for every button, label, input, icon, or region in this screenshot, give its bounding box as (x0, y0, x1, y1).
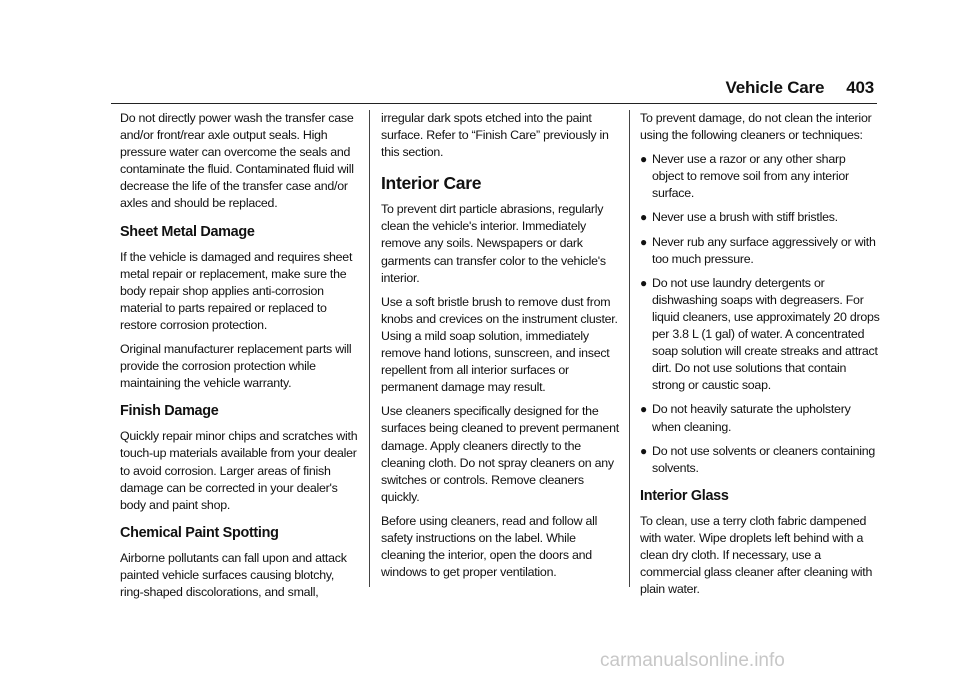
heading-chemical-paint-spotting: Chemical Paint Spotting (120, 524, 279, 541)
list-item (640, 275, 880, 395)
list-item-text: Never use a razor or any other sharp object to remove soil from any interior surface. (652, 152, 849, 201)
list-item-text: Do not heavily saturate the upholstery when cleaning. (652, 402, 851, 434)
paragraph: To clean, use a terry cloth fabric dampened with water. Wipe droplets left behind with a clean dry cloth. If necessary, use a commercial glass cleaner after cleaning with plain water. (640, 513, 873, 597)
watermark: carmanualsonline.info (600, 650, 785, 671)
paragraph: Airborne pollutants can fall upon and attack painted vehicle surfaces causing blotchy, ring-shaped discolorations, and small, (120, 550, 347, 599)
page-header (0, 78, 874, 104)
heading-interior-glass: Interior Glass (640, 487, 729, 504)
column-divider (369, 110, 370, 587)
list-item-text: Never use a brush with stiff bristles. (652, 210, 838, 225)
paragraph: Use cleaners specifically designed for the surfaces being cleaned to prevent permanent damage. Apply cleaners directly to the cleaning cloth. Do not spray cleaners on any switches or controls. Remove cleaners quickly. (381, 404, 619, 504)
paragraph: Quickly repair minor chips and scratches with touch-up materials available from your dealer to avoid corrosion. Larger areas of finish damage can be corrected in your dealer's body and paint shop. (120, 429, 358, 512)
paragraph: If the vehicle is damaged and requires sheet metal repair or replacement, make sure the body repair shop applies anti-corrosion material to parts repaired or replaced to restore corrosion protection. (120, 249, 353, 332)
section-title: Vehicle Care (725, 78, 825, 97)
text-column-3 (640, 110, 880, 605)
bullet-icon: ● (640, 210, 647, 225)
paragraph: To prevent dirt particle abrasions, regularly clean the vehicle's interior. Immediately remove any soils. Newspapers or dark garments can transfer color to the vehicle's interior. (381, 202, 606, 285)
list-item (640, 209, 880, 226)
paragraph: To prevent damage, do not clean the interior using the following cleaners or techniques: (640, 111, 872, 143)
list-item-text: Do not use solvents or cleaners containing solvents. (652, 443, 875, 475)
list-item (640, 443, 880, 477)
bullet-icon: ● (640, 234, 647, 249)
paragraph: Original manufacturer replacement parts will provide the corrosion protection while maintaining the vehicle warranty. (120, 342, 352, 391)
bullet-icon: ● (640, 152, 647, 167)
paragraph: Before using cleaners, read and follow all safety instructions on the label. While cleaning the interior, open the doors and windows to get proper ventilation. (381, 513, 598, 580)
bullet-icon: ● (640, 275, 647, 290)
list-item (640, 234, 880, 268)
heading-interior-care: Interior Care (381, 173, 482, 194)
column-divider (629, 110, 630, 587)
cleaning-warnings-list (640, 151, 880, 477)
paragraph: Do not directly power wash the transfer case and/or front/rear axle output seals. High pressure water can overcome the seals and contaminate the fluid. Contaminated fluid will decrease the life of the transfer case and/or axles and should be replaced. (120, 111, 354, 211)
list-item (640, 401, 880, 435)
bullet-icon: ● (640, 402, 647, 417)
text-column-2 (381, 110, 621, 588)
text-column-1 (120, 110, 360, 608)
heading-finish-damage: Finish Damage (120, 403, 219, 420)
list-item (640, 151, 880, 202)
paragraph: Use a soft bristle brush to remove dust from knobs and crevices on the instrument cluster. Using a mild soap solution, immediately remove hand lotions, sunscreen, and insect repellent from all interior surfaces or permanent damage may result. (381, 294, 618, 395)
header-rule (111, 103, 877, 104)
bullet-icon: ● (640, 443, 647, 458)
heading-sheet-metal-damage: Sheet Metal Damage (120, 223, 255, 240)
list-item-text: Never rub any surface aggressively or with too much pressure. (652, 234, 876, 266)
list-item-text: Do not use laundry detergents or dishwashing soaps with degreasers. For liquid cleaners, use approximately 20 drops per 3.8 L (1 gal) of water. A concentrated soap solution will create streaks and attract dirt. Do not use solutions that contain strong or caustic soap. (652, 275, 880, 393)
paragraph: irregular dark spots etched into the paint surface. Refer to “Finish Care” previously in this section. (381, 111, 609, 160)
page-number: 403 (846, 78, 874, 97)
